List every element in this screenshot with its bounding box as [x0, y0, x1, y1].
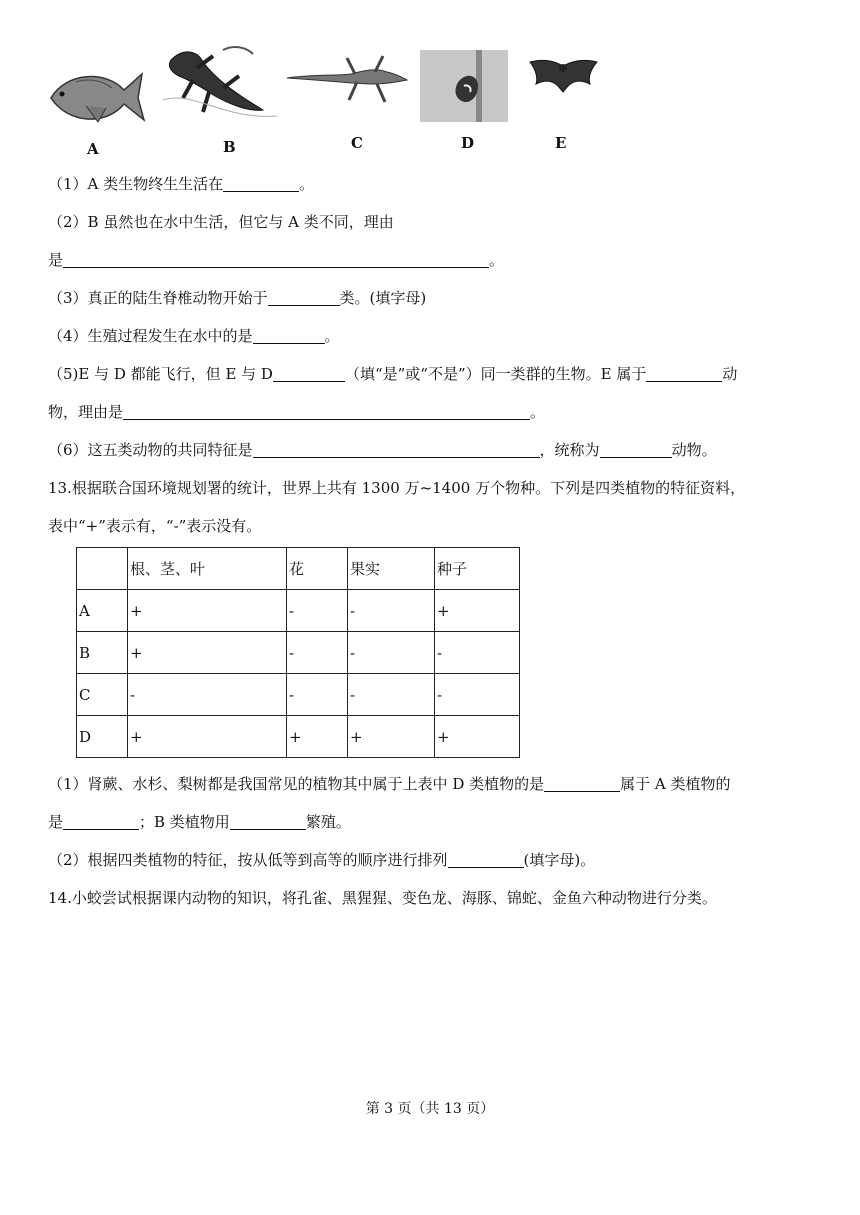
- answer-blank[interactable]: [253, 441, 540, 458]
- animal-figures: [40, 30, 620, 160]
- table-cell: -: [348, 674, 435, 716]
- q13-intro-line2: 表中“+”表示有，“-”表示没有。: [48, 517, 262, 535]
- table-row: [77, 674, 520, 716]
- table-cell: +: [128, 716, 287, 758]
- answer-blank[interactable]: [273, 365, 345, 382]
- bird-photo: [420, 50, 508, 122]
- table-cell: B: [77, 632, 128, 674]
- table-cell: D: [77, 716, 128, 758]
- bat-image: [526, 52, 601, 102]
- q12-part5-line2: 物，理由是 。: [48, 403, 546, 421]
- table-header-cell: 种子: [435, 548, 520, 590]
- salamander-image: [163, 40, 278, 125]
- figure-label-d: D: [461, 134, 475, 152]
- table-header-cell: [77, 548, 128, 590]
- table-cell: +: [287, 716, 348, 758]
- answer-blank[interactable]: [600, 441, 672, 458]
- answer-blank[interactable]: [123, 403, 530, 420]
- table-cell: -: [348, 590, 435, 632]
- table-cell: -: [287, 590, 348, 632]
- q12-part1: （1）A 类生物终生生活在 。: [48, 175, 315, 193]
- table-row: [77, 632, 520, 674]
- table-cell: -: [128, 674, 287, 716]
- answer-blank[interactable]: [63, 813, 139, 830]
- q12-part4: （4）生殖过程发生在水中的是 。: [48, 327, 340, 345]
- answer-blank[interactable]: [253, 327, 325, 344]
- q12-part2-line2: 是 。: [48, 251, 505, 269]
- plant-traits-table: [76, 547, 520, 758]
- table-header-cell: 花: [287, 548, 348, 590]
- table-cell: +: [128, 632, 287, 674]
- answer-blank[interactable]: [646, 365, 722, 382]
- table-cell: +: [435, 590, 520, 632]
- table-cell: -: [348, 632, 435, 674]
- table-cell: +: [348, 716, 435, 758]
- q14-text: 14.小蛟尝试根据课内动物的知识，将孔雀、黑猩猩、变色龙、海豚、锦蛇、金鱼六种动物进行分类。: [48, 889, 717, 907]
- q13-part1-line1: （1）肾蕨、水杉、梨树都是我国常见的植物其中属于上表中 D 类植物的是 属于 A 类植物的: [48, 775, 731, 793]
- table-cell: +: [435, 716, 520, 758]
- table-header-cell: 果实: [348, 548, 435, 590]
- q12-part2-line1: （2）B 虽然也在水中生活，但它与 A 类不同，理由: [48, 213, 394, 231]
- q12-part6: （6）这五类动物的共同特征是 ，统称为 动物。: [48, 441, 717, 459]
- answer-blank[interactable]: [268, 289, 340, 306]
- answer-blank[interactable]: [448, 851, 524, 868]
- q12-part3: （3）真正的陆生脊椎动物开始于 类。(填字母): [48, 289, 427, 307]
- table-header-cell: 根、茎、叶: [128, 548, 287, 590]
- table-cell: -: [435, 674, 520, 716]
- table-cell: -: [287, 674, 348, 716]
- answer-blank[interactable]: [230, 813, 306, 830]
- table-cell: A: [77, 590, 128, 632]
- lizard-image: [285, 50, 410, 110]
- table-cell: -: [287, 632, 348, 674]
- answer-blank[interactable]: [544, 775, 620, 792]
- q13-part1-line2: 是 ；B 类植物用 繁殖。: [48, 813, 351, 831]
- figure-label-e: E: [555, 134, 567, 152]
- table-cell: C: [77, 674, 128, 716]
- table-row: [77, 716, 520, 758]
- q12-part5-line1: （5)E 与 D 都能飞行，但 E 与 D （填“是”或“不是”）同一类群的生物。E 属于 动: [48, 365, 738, 383]
- table-cell: +: [128, 590, 287, 632]
- answer-blank[interactable]: [63, 251, 489, 268]
- figure-label-b: B: [223, 138, 236, 156]
- table-header-row: [77, 548, 520, 590]
- fish-image: [46, 60, 146, 130]
- figure-label-c: C: [351, 134, 363, 152]
- figure-label-a: A: [87, 140, 99, 158]
- table-row: [77, 590, 520, 632]
- answer-blank[interactable]: [223, 175, 299, 192]
- page-footer: 第 3 页（共 13 页）: [365, 1101, 495, 1117]
- q13-part2: （2）根据四类植物的特征，按从低等到高等的顺序进行排列 (填字母)。: [48, 851, 596, 869]
- q13-intro-line1: 13.根据联合国环境规划署的统计，世界上共有 1300 万~1400 万个物种。下列是四类植物的特征资料，: [48, 479, 746, 497]
- table-cell: -: [435, 632, 520, 674]
